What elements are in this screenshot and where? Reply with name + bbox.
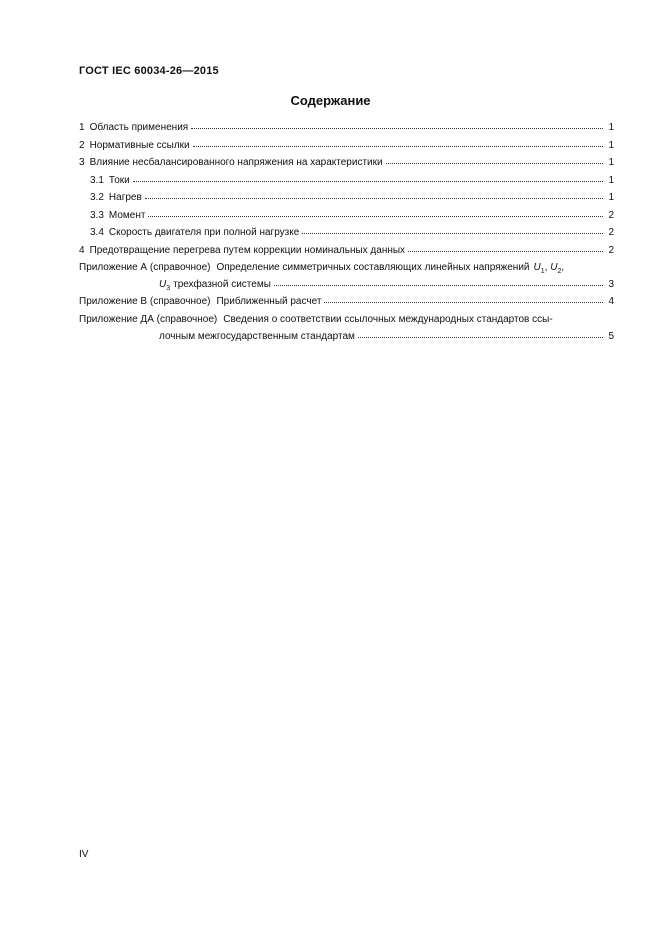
toc-subentry[interactable] xyxy=(79,191,614,209)
appendix-label: Приложение В (справочное) xyxy=(79,296,211,307)
toc-entry-title: Область применения xyxy=(89,122,189,133)
toc-entry-number: 4 xyxy=(79,244,85,256)
toc-entry-number: 3.4 xyxy=(90,227,104,238)
document-code: ГОСТ IEC 60034-26—2015 xyxy=(79,65,219,77)
toc-subentry[interactable] xyxy=(79,226,614,244)
toc-entry-page: 4 xyxy=(608,296,614,307)
toc-entry-page: 3 xyxy=(608,279,614,290)
appendix-symbols: $U_1$, $U_2$, xyxy=(533,262,565,275)
toc-title: Содержание xyxy=(290,93,371,108)
symbol-u1-subscript: 1 xyxy=(540,268,545,275)
dot-leader xyxy=(193,139,603,147)
page-number: IV xyxy=(79,849,89,860)
toc-subentry[interactable] xyxy=(79,209,614,227)
toc-entry-number: 3.2 xyxy=(90,192,104,203)
table-of-contents xyxy=(79,121,614,347)
dot-leader xyxy=(148,209,603,217)
appendix-symbols xyxy=(159,278,170,295)
appendix-title-line2: лочным межгосударственным стандартам xyxy=(159,330,355,342)
symbol-u2-subscript: 2 xyxy=(557,268,562,275)
dot-leader xyxy=(145,191,603,199)
toc-entry-number: 3.1 xyxy=(90,174,104,186)
toc-entry[interactable] xyxy=(79,121,614,139)
toc-entry-number: 3.3 xyxy=(90,209,104,221)
toc-entry-page: 1 xyxy=(608,122,614,133)
appendix-title-line1: Определение симметричных составляющих линейных напряжений xyxy=(216,262,530,273)
toc-entry-page: 2 xyxy=(608,227,614,238)
dot-leader xyxy=(133,174,603,182)
dot-leader xyxy=(408,244,603,252)
toc-entry[interactable] xyxy=(79,244,614,262)
symbol-u3-subscript: 3 xyxy=(166,285,171,292)
toc-entry-page: 1 xyxy=(608,139,614,151)
toc-entry-page: 2 xyxy=(608,244,614,256)
toc-entry-title: Токи xyxy=(108,174,130,186)
appendix-label: Приложение А (справочное) xyxy=(79,262,211,273)
dot-leader xyxy=(274,278,603,286)
toc-entry-number: 2 xyxy=(79,139,85,151)
dot-leader xyxy=(386,156,603,164)
appendix-title: Приближенный расчет xyxy=(216,296,322,307)
toc-subentry[interactable] xyxy=(79,174,614,192)
appendix-label: Приложение ДА (справочное) xyxy=(79,313,218,325)
dot-leader xyxy=(324,295,603,303)
appendix-title-line1: Сведения о соответствии ссылочных международных стандартов ссы- xyxy=(223,313,553,325)
toc-entry-title: Влияние несбалансированного напряжения на характеристики xyxy=(89,157,383,168)
appendix-title-line2: трехфазной системы xyxy=(173,279,271,290)
symbol-u1: U xyxy=(533,262,541,273)
symbol-u3: U xyxy=(159,279,167,290)
toc-entry-number: 1 xyxy=(79,122,85,133)
toc-entry-title: Предотвращение перегрева путем коррекции номинальных данных xyxy=(89,244,406,256)
dot-leader xyxy=(302,226,603,234)
toc-entry[interactable] xyxy=(79,139,614,157)
toc-entry-page: 5 xyxy=(608,330,614,342)
toc-appendix-da[interactable] xyxy=(79,313,614,347)
toc-entry-title: Нормативные ссылки xyxy=(89,139,190,151)
toc-entry[interactable] xyxy=(79,156,614,174)
dot-leader xyxy=(358,330,603,338)
toc-entry-page: 1 xyxy=(608,157,614,168)
dot-leader xyxy=(191,121,603,129)
toc-entry-title: Момент xyxy=(108,209,146,221)
toc-entry-page: 1 xyxy=(608,174,614,186)
toc-entry-page: 1 xyxy=(608,192,614,203)
toc-entry-page: 2 xyxy=(608,209,614,221)
symbol-u2: U xyxy=(550,262,558,273)
toc-appendix-a[interactable] xyxy=(79,261,614,295)
toc-entry-title: Скорость двигателя при полной нагрузке xyxy=(108,227,300,238)
toc-appendix-b[interactable] xyxy=(79,295,614,313)
toc-entry-title: Нагрев xyxy=(108,192,142,203)
toc-entry-number: 3 xyxy=(79,157,85,168)
